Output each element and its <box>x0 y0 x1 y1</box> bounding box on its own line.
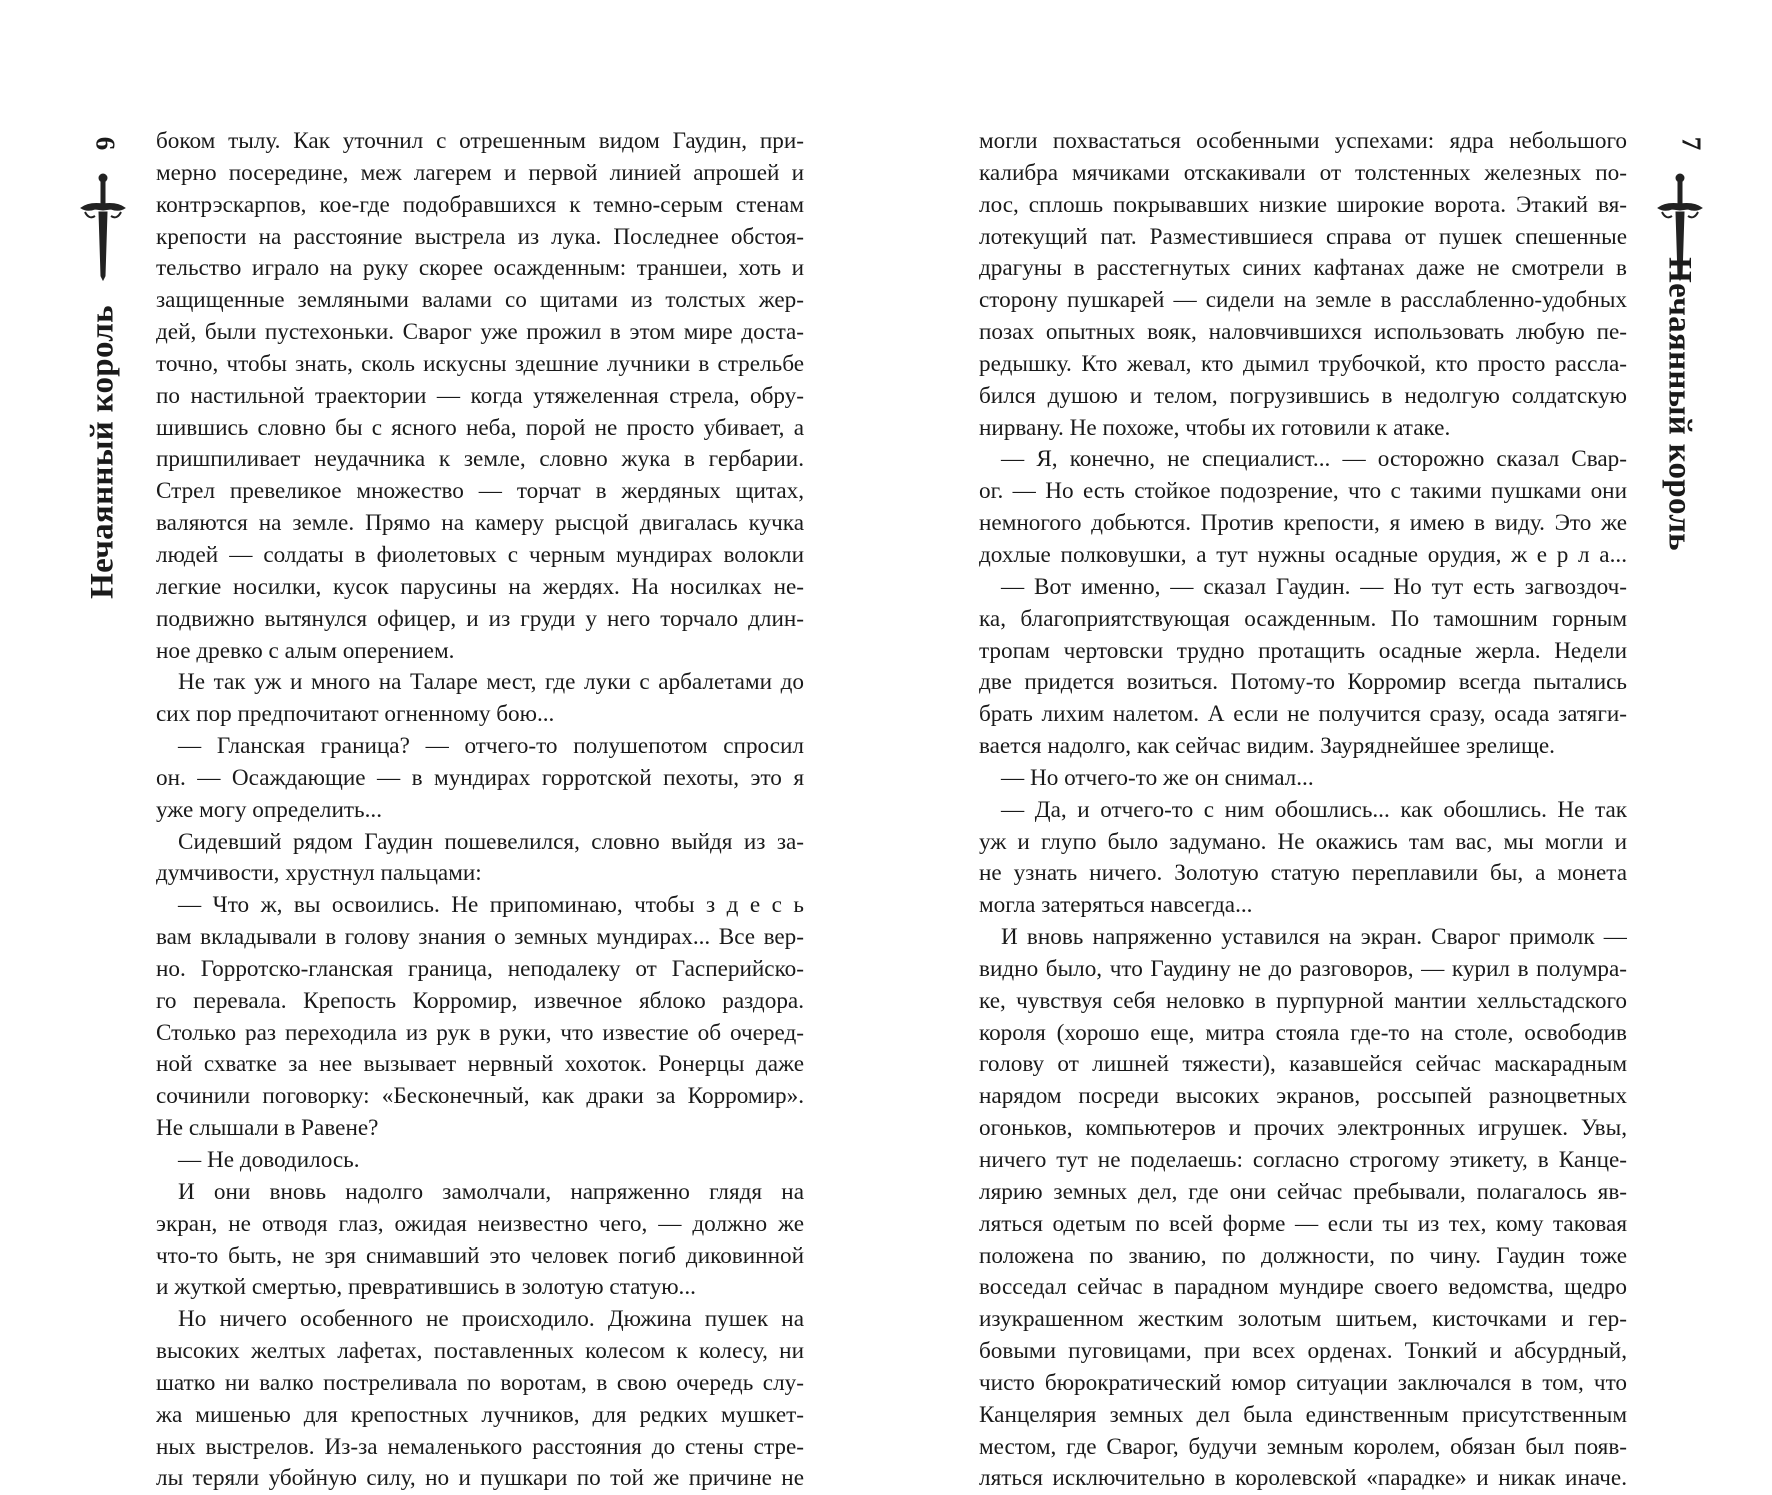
text-line: Стрел превеликое множество — торчат в жердяных щитах, <box>156 478 804 505</box>
text-line: — Я, конечно, не специалист... — осторожно сказал Свар- <box>1001 446 1627 473</box>
text-line: сторону пушкарей — сидели на земле в расслабленно-удобных <box>979 287 1627 314</box>
text-line: высоких желтых лафетах, поставленных колесом к колесу, ни <box>156 1338 804 1365</box>
text-line: го перевала. Крепость Корромир, извечное яблоко раздора. <box>156 987 804 1014</box>
text-line: крепости на расстояние выстрела из лука. Последнее обстоя- <box>156 223 804 250</box>
text-line: Но ничего особенного не происходило. Дюжина пушек на <box>178 1306 804 1333</box>
text-line: экран, не отводя глаз, ожидая неизвестно чего, — должно же <box>156 1210 804 1237</box>
text-line: уж и глупо было задумано. Не окажись там вас, мы могли и <box>979 828 1627 855</box>
text-line: Не так уж и много на Таларе мест, где луки с арбалетами до <box>178 669 804 696</box>
text-line: и жуткой смертью, превратившись в золотую статую... <box>156 1274 696 1301</box>
text-line: точно, чтобы знать, сколь искусны здешние лучники в стрельбе <box>156 350 804 377</box>
running-title: Нечаянный король <box>84 305 121 599</box>
text-line: видно было, что Гаудину не до разговоров, — курил в полумра- <box>979 955 1627 982</box>
text-line: ке, чувствуя себя неловко в пурпурной мантии хелльстадского <box>979 987 1627 1014</box>
text-line: могла затеряться навсегда... <box>979 892 1253 919</box>
page-text <box>156 126 804 1495</box>
text-line: — Вот именно, — сказал Гаудин. — Но тут есть загвоздоч- <box>1001 573 1627 600</box>
text-line: жа мишенью для крепостных лучников, для редких мушкет- <box>156 1401 804 1428</box>
text-line: изукрашенном жестким золотым шитьем, кисточками и гер- <box>979 1306 1627 1333</box>
text-line: лос, сплошь покрывавших низкие широкие ворота. Этакий вя- <box>979 191 1627 218</box>
text-line: боком тылу. Как уточнил с отрешенным видом Гаудин, при- <box>156 128 804 154</box>
text-line: дохлые полковушки, а тут нужны осадные орудия, ж е р л а... <box>979 541 1627 568</box>
text-line: короля (хорошо еще, митра стояла где-то на столе, освободив <box>979 1019 1627 1046</box>
text-line: сих пор предпочитают огненному бою... <box>156 701 555 728</box>
text-line: бовыми пуговицами, при всех орденах. Тонкий и абсурдный, <box>979 1338 1627 1365</box>
text-line: ных выстрелов. Из-за немаленького расстояния до стены стре- <box>156 1433 804 1460</box>
text-line: ка, благоприятствующая осажденным. По тамошним горным <box>979 605 1627 632</box>
text-line: немногого добьются. Против крепости, я имею в виду. Это же <box>979 510 1627 537</box>
right-page <box>886 0 1772 1492</box>
text-line: позах опытных вояк, наловчившихся использовать любую пе- <box>979 319 1627 346</box>
text-line: брать лихим налетом. А если не получится сразу, осада затяги- <box>979 701 1627 728</box>
text-line: мерно посередине, меж лагерем и первой линией апрошей и <box>156 159 804 186</box>
text-line: нирвану. Не похоже, чтобы их готовили к атаке. <box>979 414 1451 441</box>
text-line: голову от лишней тяжести), казавшейся сейчас маскарадным <box>979 1051 1627 1078</box>
text-line: он. — Осаждающие — в мундирах горротской пехоты, это я <box>156 764 804 791</box>
text-line: Сидевший рядом Гаудин пошевелился, словно выйдя из за- <box>178 828 804 855</box>
text-line: контрэскарпов, кое-где подобравшихся к темно-серым стенам <box>156 191 804 218</box>
text-line: шатко ни валко постреливала по воротам, в свою очередь слу- <box>156 1369 804 1396</box>
text-line: редышку. Кто жевал, кто дымил трубочкой, кто просто рассла- <box>979 350 1627 377</box>
text-line: местом, где Сварог, будучи земным королем, обязан был появ- <box>979 1433 1627 1460</box>
text-line: тропам чертовски трудно протащить осадные жерла. Недели <box>979 637 1627 664</box>
text-line: шившись словно бы с ясного неба, порой не просто убивает, а <box>156 414 804 441</box>
text-line: две придется возиться. Потому-то Корромир всегда пытались <box>979 669 1627 696</box>
text-line: людей — солдаты в фиолетовых с черным мундирах волокли <box>156 541 804 568</box>
text-line: думчивости, хрустнул пальцами: <box>156 860 482 887</box>
text-line: могли похвастаться особенными успехами: ядра небольшого <box>979 128 1627 154</box>
text-line: — Гланская граница? — отчего-то полушепотом спросил <box>178 733 804 760</box>
text-line: И они вновь надолго замолчали, напряженно глядя на <box>178 1178 804 1205</box>
text-line: валяются на земле. Прямо на камеру рысцой двигалась кучка <box>156 510 804 537</box>
text-line: пришпиливает неудачника к земле, словно жука в гербарии. <box>156 446 804 473</box>
text-line: защищенные земляными валами со щитами из толстых жер- <box>156 287 804 314</box>
text-line: чисто бюрократический юмор ситуации заключался в том, что <box>979 1369 1627 1396</box>
text-line: драгуны в расстегнутых синих кафтанах даже не смотрели в <box>979 255 1627 282</box>
text-line: Не слышали в Равене? <box>156 1115 379 1142</box>
text-line: ничего тут не поделаешь: согласно строгому этикету, в Канце- <box>979 1147 1627 1173</box>
dagger-ornament-icon <box>75 172 131 282</box>
text-line: дей, были пустехоньки. Сварог уже прожил в этом мире доста- <box>156 319 804 346</box>
text-line: — Не доводилось. <box>178 1147 360 1173</box>
page-number: 6 <box>90 136 121 151</box>
text-line: лы теряли убойную силу, но и пушкари по той же причине не <box>156 1465 804 1492</box>
text-line: лярию земных дел, где они сейчас пребывали, полагалось яв- <box>979 1178 1627 1205</box>
text-line: легкие носилки, кусок парусины на жердях. На носилках не- <box>156 573 804 600</box>
text-line: вам вкладывали в голову знания о земных мундирах... Все вер- <box>156 924 804 951</box>
text-line: подвижно вытянулся офицер, и из груди у него торчало длин- <box>156 605 804 632</box>
left-page <box>0 0 886 1492</box>
text-line: но. Горротско-гланская граница, неподалеку от Гасперийско- <box>156 955 804 982</box>
text-line: калибра мячиками отскакивали от толстенных железных по- <box>979 159 1627 186</box>
text-line: Столько раз переходила из рук в руки, что известие об очеред- <box>156 1019 804 1046</box>
text-line: восседал сейчас в парадном мундире своего ведомства, щедро <box>979 1274 1627 1301</box>
text-line: лотекущий пат. Разместившиеся справа от пушек спешенные <box>979 223 1627 250</box>
text-line: ной схватке за нее вызывает нервный хохоток. Ронерцы даже <box>156 1051 804 1078</box>
text-line: положена по званию, по должности, по чину. Гаудин тоже <box>979 1242 1627 1269</box>
text-line: ог. — Но есть стойкое подозрение, что с такими пушками они <box>979 478 1627 505</box>
text-line: Канцелярия земных дел была единственным присутственным <box>979 1401 1627 1428</box>
text-line: сочинили поговорку: «Бесконечный, как драки за Корромир». <box>156 1083 804 1110</box>
text-line: что-то быть, не зря снимавший это человек погиб диковинной <box>156 1242 804 1269</box>
text-line: — Что ж, вы освоились. Не припоминаю, чтобы з д е с ь <box>178 892 804 919</box>
text-line: по настильной траектории — когда утяжеленная стрела, обру- <box>156 382 804 409</box>
text-line: бился душою и телом, погрузившись в недолгую солдатскую <box>979 382 1627 409</box>
text-line: ляться исключительно в королевской «парадке» и никак иначе. <box>979 1465 1627 1492</box>
text-line: — Но отчего-то же он снимал... <box>1001 764 1314 791</box>
text-line: огоньков, компьютеров и прочих электронных игрушек. Увы, <box>979 1115 1627 1142</box>
text-line: не узнать ничего. Золотую статую переплавили бы, а монета <box>979 860 1627 887</box>
running-title: Нечаянный король <box>1661 257 1698 551</box>
text-line: ляться одетым по всей форме — если ты из тех, кому таковая <box>979 1210 1627 1237</box>
page-text <box>979 126 1627 1495</box>
text-line: тельство играло на руку скорее осажденным: траншеи, хоть и <box>156 255 804 282</box>
text-line: вается надолго, как сейчас видим. Зауряднейшее зрелище. <box>979 733 1555 760</box>
text-line: — Да, и отчего-то с ним обошлись... как обошлись. Не так <box>1001 796 1627 823</box>
text-line: И вновь напряженно уставился на экран. Сварог примолк — <box>1001 924 1627 951</box>
text-line: нарядом посреди высоких экранов, россыпей разноцветных <box>979 1083 1627 1110</box>
page-number: 7 <box>1676 136 1707 151</box>
text-line: ное древко с алым оперением. <box>156 637 455 664</box>
text-line: уже могу определить... <box>156 796 383 823</box>
